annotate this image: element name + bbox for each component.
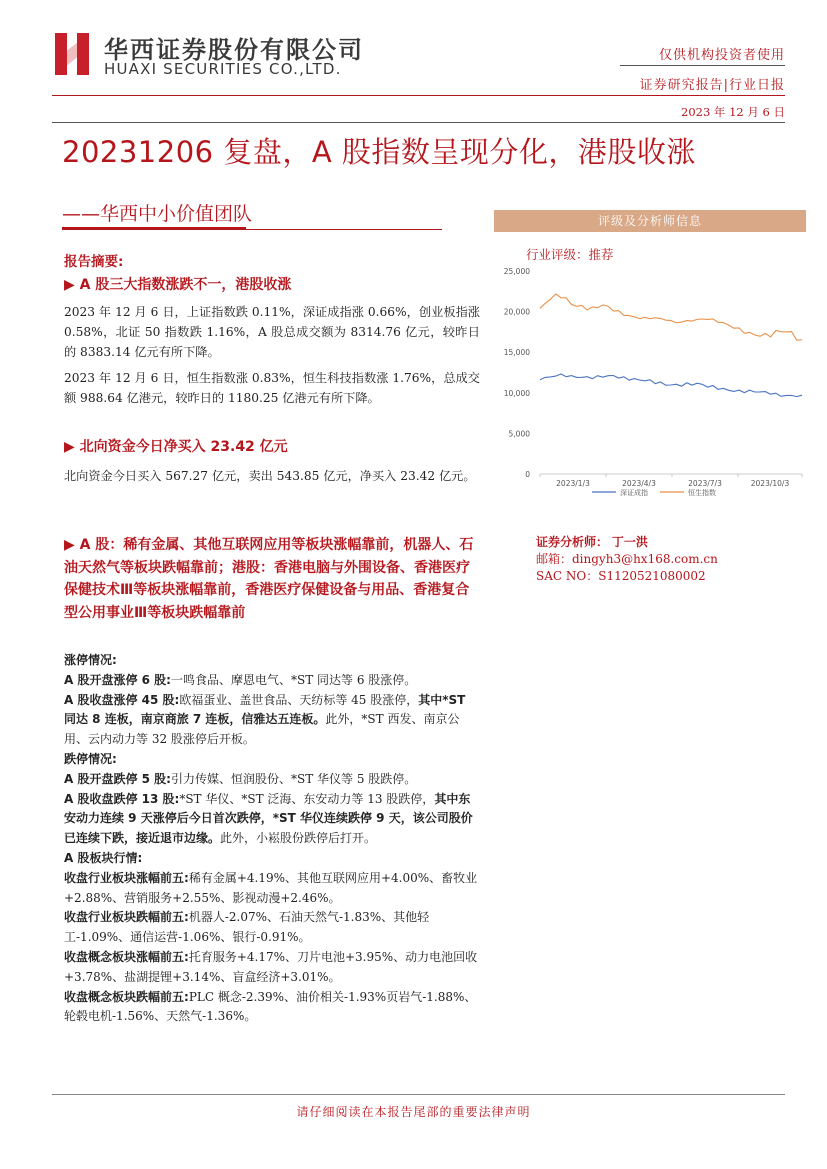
a-close-limit-up-note: 此外，*ST 西发、南京公用、云内动力等 32 股涨停后开板。 bbox=[64, 712, 460, 747]
summary-label: 报告摘要: bbox=[64, 254, 124, 270]
paragraph-a-share: 2023 年 12 月 6 日，上证指数跌 0.11%，深证成指涨 0.66%，创业板指涨 0.58%，北证 50 指数跌 1.16%，A 股总成交额为 8314.76 亿元，较昨日的 8383.14 亿元有所下降。 bbox=[64, 305, 480, 359]
legend-label-1: 恒生指数 bbox=[688, 489, 716, 497]
limit-up-label: 涨停情况: bbox=[64, 653, 117, 667]
analyst-sac: SAC NO：S1120521080002 bbox=[536, 569, 706, 583]
section-heading-sectors: ▶ A 股：稀有金属、其他互联网应用等板块涨幅靠前，机器人、石油天然气等板块跌幅靠前；港股：香港电脑与外围设备、香港医疗保健技术Ⅲ等板块涨幅靠前，香港医疗保健设备与用品、香港复合型公用事业Ⅲ等板块跌幅靠前 bbox=[64, 537, 474, 621]
analyst-name: 丁一洪 bbox=[611, 535, 648, 549]
a-open-limit-down-label: A 股开盘跌停 5 股: bbox=[64, 771, 171, 786]
audience-note: 仅供机构投资者使用 bbox=[658, 48, 785, 63]
team-underline-accent bbox=[62, 227, 246, 230]
industry-rating: 行业评级：推荐 bbox=[526, 247, 614, 262]
report-title: 20231206 复盘，A 股指数呈现分化，港股收涨 bbox=[62, 135, 696, 169]
report-date: 2023 年 12 月 6 日 bbox=[681, 105, 785, 119]
brand-name-en: HUAXI SECURITIES CO.,LTD. bbox=[104, 60, 342, 78]
header-red-rule bbox=[52, 95, 785, 96]
market-details bbox=[64, 651, 480, 1027]
y-tick-label: 20,000 bbox=[503, 307, 530, 317]
a-close-limit-down-highlight: 其中东安动力连续 9 天涨停后今日首次跌停，*ST 华仪连续跌停 9 天，该公司股价已连续下跌，接近退市边缘。 bbox=[64, 791, 473, 846]
sidebar-header: 评级及分析师信息 bbox=[494, 210, 806, 232]
industry-up-text: 稀有金属+4.19%、其他互联网应用+4.00%、畜牧业+2.88%、营销服务+2.55%、影视动漫+2.46%。 bbox=[64, 870, 478, 905]
y-tick-label: 25,000 bbox=[503, 267, 530, 276]
legend-label-0: 深证成指 bbox=[620, 489, 648, 497]
industry-down-text: 机器人-2.07%、石油天然气-1.83%、其他轻工-1.09%、通信运营-1.06%、银行-0.91%。 bbox=[64, 910, 430, 945]
a-close-limit-up-text: 欧福蛋业、盖世食品、天纺标等 45 股涨停， bbox=[179, 692, 419, 707]
paragraph-hk: 2023 年 12 月 6 日，恒生指数涨 0.83%，恒生科技指数涨 1.76%，总成交额 988.64 亿港元，较昨日的 1180.25 亿港元有所下降。 bbox=[64, 371, 480, 405]
x-tick-label: 2023/4/3 bbox=[622, 479, 656, 488]
a-close-limit-down-label: A 股收盘跌停 13 股: bbox=[64, 791, 180, 806]
y-tick-label: 15,000 bbox=[503, 348, 530, 358]
a-close-limit-down-text: *ST 华仪、*ST 泛海、东安动力等 13 股跌停， bbox=[179, 791, 435, 806]
header-divider bbox=[620, 65, 785, 66]
date-divider bbox=[52, 122, 785, 123]
x-tick-label: 2023/10/3 bbox=[750, 479, 790, 488]
board-label: A 股板块行情: bbox=[64, 850, 143, 865]
index-chart bbox=[494, 256, 806, 506]
section-heading-indices: ▶ A 股三大指数涨跌不一，港股收涨 bbox=[64, 277, 292, 293]
a-close-limit-down-note: 此外，小崧股份跌停后打开。 bbox=[220, 831, 377, 846]
company-logo bbox=[53, 31, 93, 77]
a-open-limit-up-label: A 股开盘涨停 6 股: bbox=[64, 672, 171, 687]
concept-down-text: PLC 概念-2.39%、油价相关-1.93%页岩气-1.88%、轮毂电机-1.56%、天然气-1.36%。 bbox=[64, 989, 477, 1024]
footer-divider bbox=[52, 1094, 785, 1095]
a-close-limit-up-highlight: 其中*ST 同达 8 连板，南京商旅 7 连板，信雅达五连板。 bbox=[64, 692, 466, 727]
a-close-limit-up-label: A 股收盘涨停 45 股: bbox=[64, 692, 180, 707]
footer-disclaimer: 请仔细阅读在本报告尾部的重要法律声明 bbox=[296, 1105, 531, 1119]
limit-down-label: 跌停情况: bbox=[64, 751, 117, 766]
analyst-label: 证券分析师： bbox=[536, 535, 609, 549]
y-tick-label: 5,000 bbox=[508, 429, 530, 439]
y-tick-label: 10,000 bbox=[503, 388, 530, 398]
industry-up-label: 收盘行业板块涨幅前五: bbox=[64, 870, 189, 885]
analyst-email: 邮箱：dingyh3@hx168.com.cn bbox=[536, 552, 718, 566]
brand-name-cn: 华西证券股份有限公司 bbox=[104, 36, 364, 64]
x-tick-label: 2023/1/3 bbox=[556, 479, 590, 488]
a-open-limit-down-text: 引力传媒、恒润股份、*ST 华仪等 5 股跌停。 bbox=[170, 771, 417, 786]
x-tick-label: 2023/7/3 bbox=[688, 479, 722, 488]
industry-down-label: 收盘行业板块跌幅前五: bbox=[64, 910, 189, 925]
team-name: ——华西中小价值团队 bbox=[62, 203, 253, 225]
concept-up-label: 收盘概念板块涨幅前五: bbox=[64, 949, 189, 964]
series-line-1 bbox=[540, 294, 802, 340]
paragraph-northbound: 北向资金今日买入 567.27 亿元，卖出 543.85 亿元，净买入 23.42 亿元。 bbox=[64, 469, 476, 483]
a-open-limit-up-text: 一鸣食品、摩恩电气、*ST 同达等 6 股涨停。 bbox=[170, 672, 417, 687]
report-type: 证券研究报告|行业日报 bbox=[639, 78, 785, 93]
section-heading-northbound: ▶ 北向资金今日净买入 23.42 亿元 bbox=[64, 439, 288, 455]
concept-down-label: 收盘概念板块跌幅前五: bbox=[64, 989, 189, 1004]
analyst-info bbox=[536, 534, 718, 585]
series-line-0 bbox=[540, 374, 802, 397]
concept-up-text: 托育服务+4.17%、刀片电池+3.95%、动力电池回收+3.78%、盐湖提锂+3.14%、盲盒经济+3.01%。 bbox=[64, 949, 478, 984]
y-tick-label: 0 bbox=[525, 470, 530, 479]
